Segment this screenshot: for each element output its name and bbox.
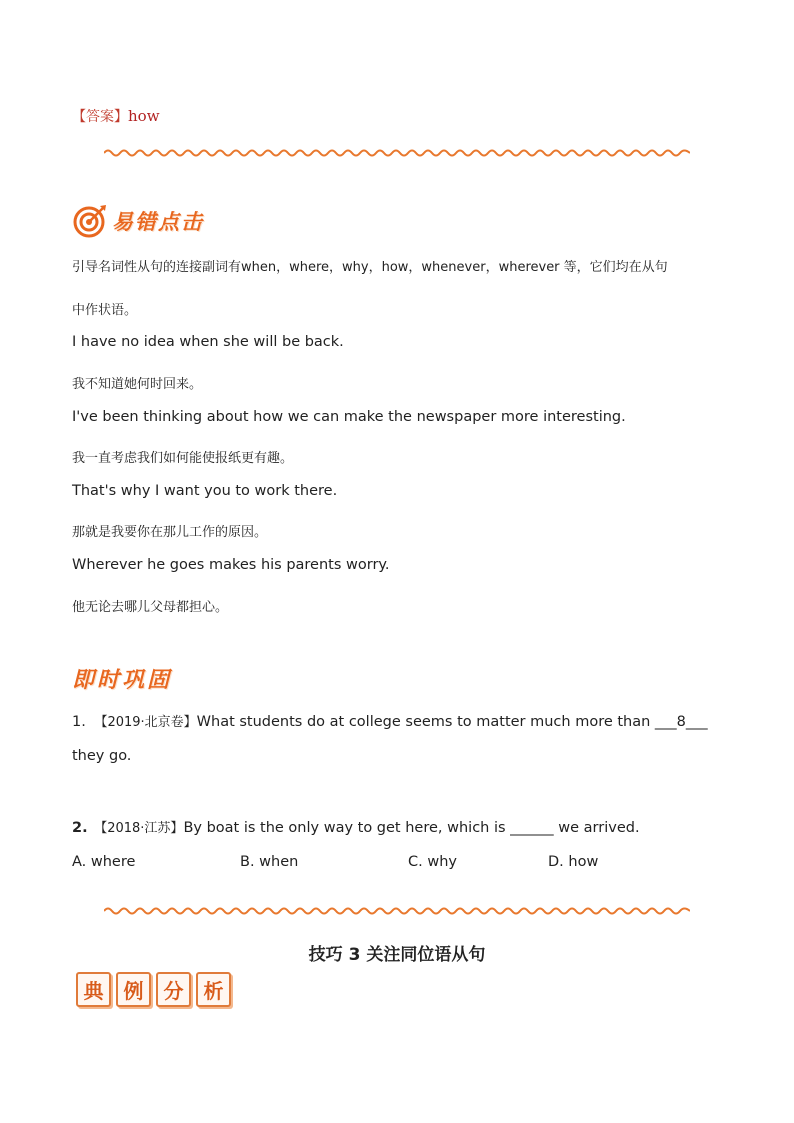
option-d: D. how [548, 854, 599, 870]
question-number: 1. [72, 714, 86, 730]
question-number: 2. [72, 820, 88, 836]
question-source: 【2019·北京卷】 [94, 715, 197, 730]
question-1 [72, 711, 708, 730]
example-en: Wherever he goes makes his parents worry. [72, 557, 390, 573]
example-analysis-heading [76, 972, 231, 1007]
question-source: 【2018·江苏】 [94, 821, 184, 836]
example-zh: 他无论去哪儿父母都担心。 [72, 600, 229, 615]
question-text: By boat is the only way to get here, which is ______ we arrived. [183, 820, 640, 836]
option-a: A. where [72, 854, 136, 870]
example-zh: 我不知道她何时回来。 [72, 377, 203, 392]
example-zh: 那就是我要你在那儿工作的原因。 [72, 525, 268, 540]
intro-line-2: 中作状语。 [72, 303, 138, 318]
intro-line-1: 引导名词性从句的连接副词有when，where，why，how，whenever，wherever 等，它们均在从句 [72, 260, 668, 275]
heading-box: 分 [156, 972, 191, 1007]
option-b: B. when [240, 854, 299, 870]
wavy-divider [104, 906, 690, 916]
wavy-divider [104, 148, 690, 158]
answer-line [72, 106, 160, 126]
section-heading-errors [72, 203, 204, 239]
example-en: That's why I want you to work there. [72, 483, 338, 499]
target-icon [72, 203, 108, 239]
section-title-technique-3: 技巧 3 关注同位语从句 [308, 945, 486, 965]
example-en: I've been thinking about how we can make the newspaper more interesting. [72, 409, 626, 425]
option-c: C. why [408, 854, 457, 870]
example-zh: 我一直考虑我们如何能使报纸更有趣。 [72, 451, 294, 466]
heading-box: 典 [76, 972, 111, 1007]
example-en: I have no idea when she will be back. [72, 334, 344, 350]
answer-value: how [128, 107, 160, 125]
section-title: 即时巩固 [72, 668, 173, 693]
heading-box: 析 [196, 972, 231, 1007]
question-text: What students do at college seems to matter much more than ___8___ [196, 714, 708, 730]
heading-box: 例 [116, 972, 151, 1007]
section-title: 易错点击 [112, 210, 204, 234]
question-2 [72, 817, 640, 836]
answer-label: 【答案】 [72, 109, 128, 125]
question-1-continuation: they go. [72, 748, 132, 764]
section-heading-practice [72, 663, 172, 694]
